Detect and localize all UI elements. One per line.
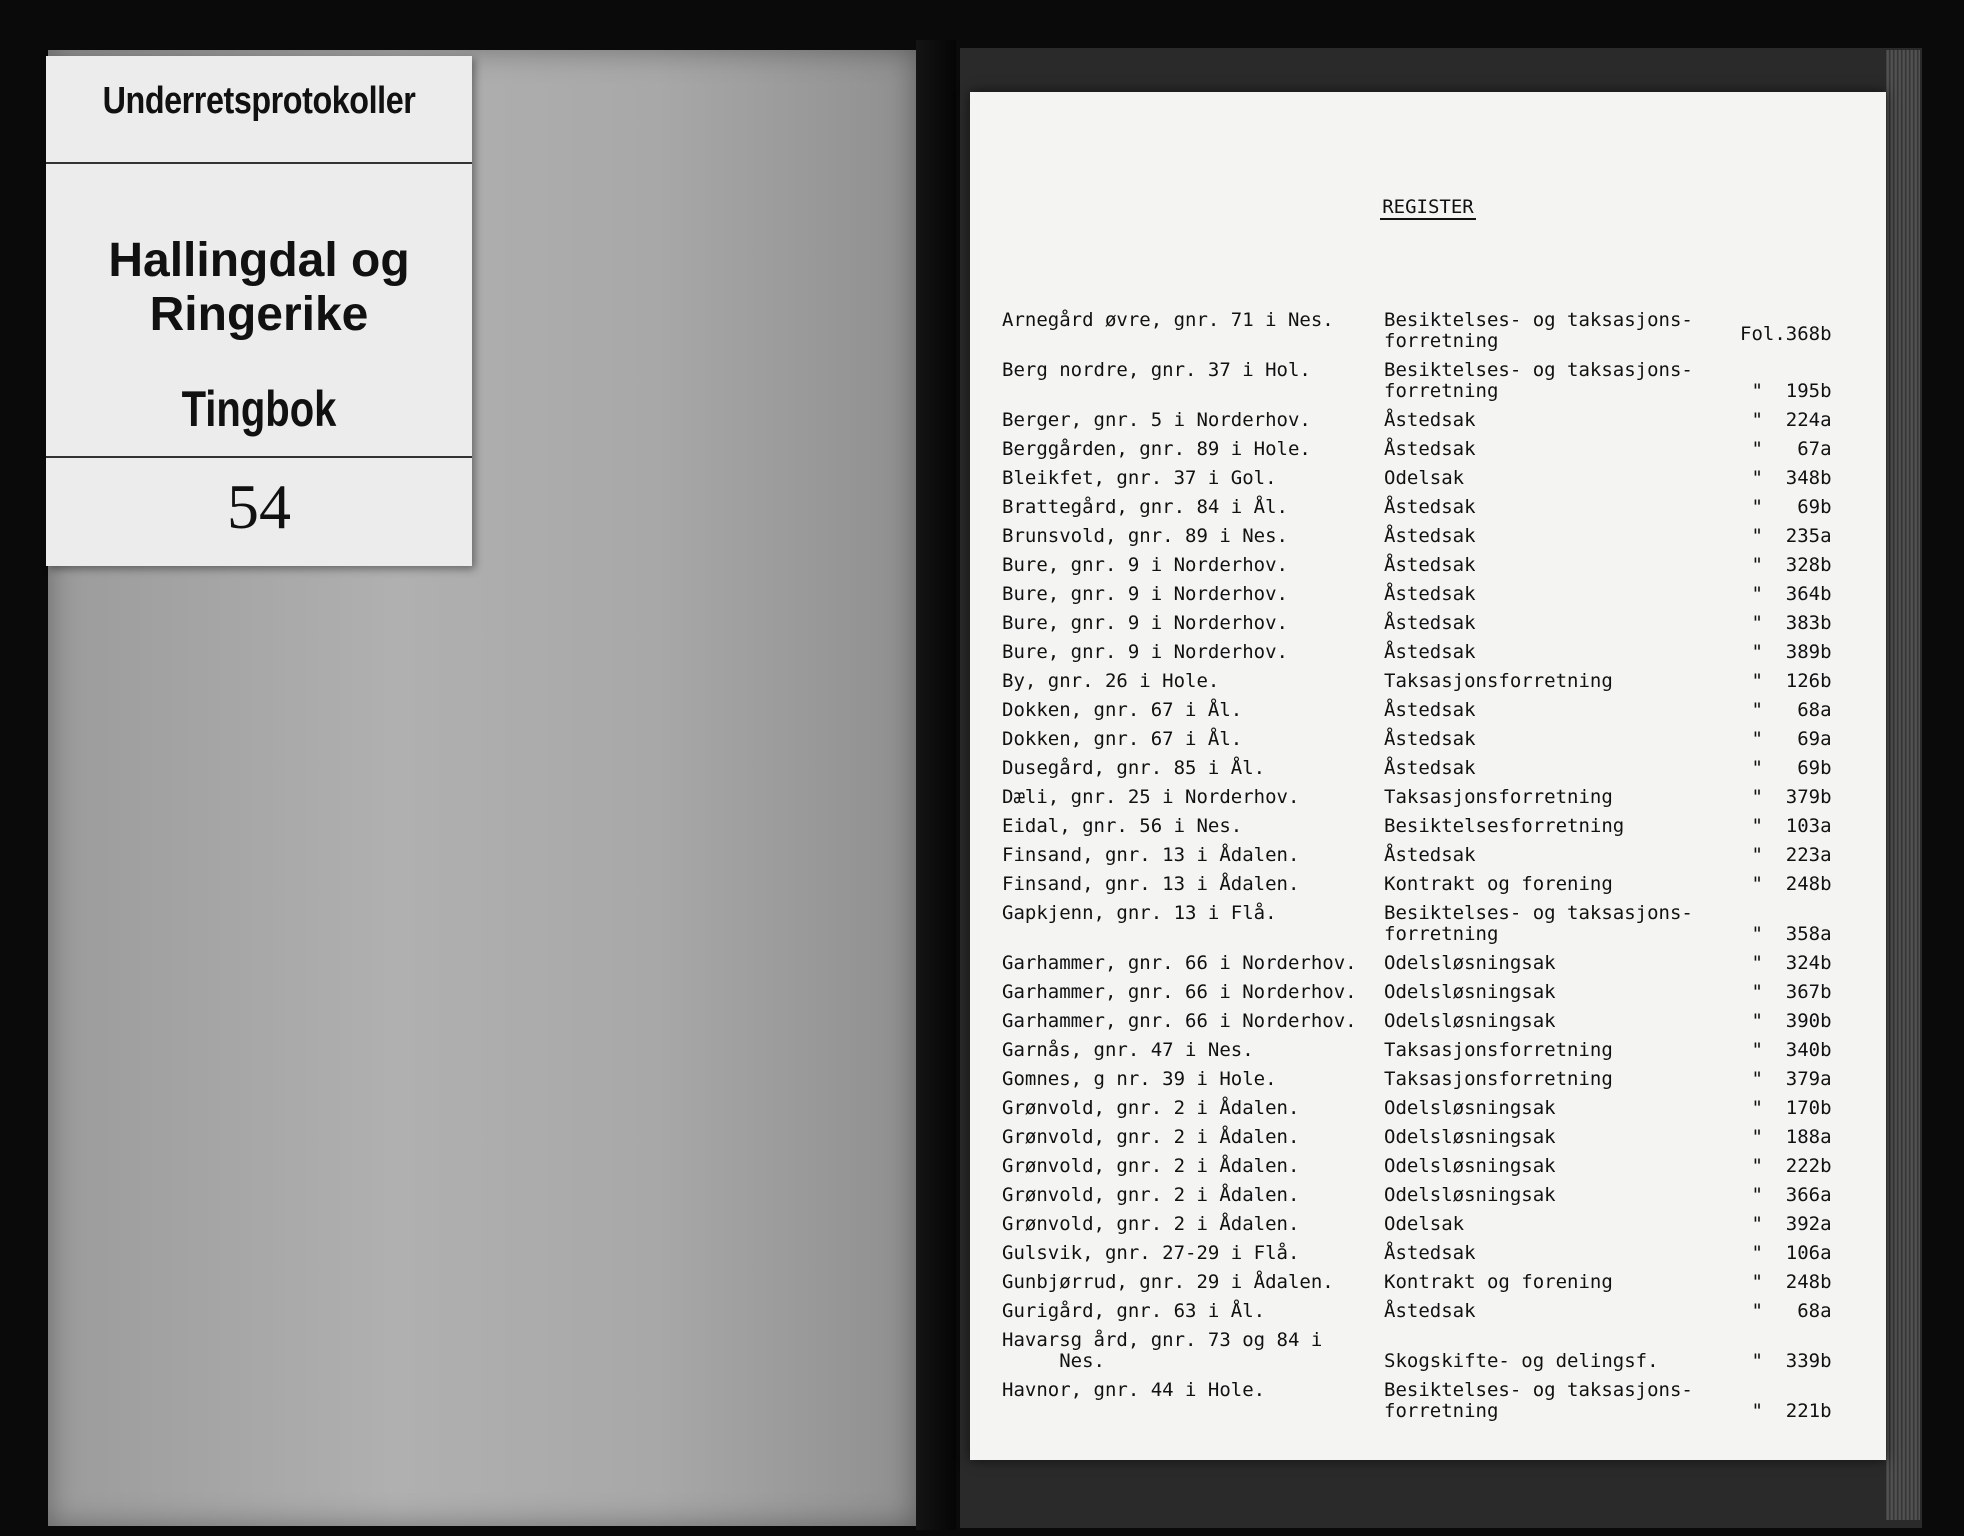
entry-case-type: Odelsløsningsak — [1384, 1010, 1556, 1032]
entry-folio: " 188a — [1740, 1126, 1832, 1148]
entry-folio: " 126b — [1740, 670, 1832, 692]
entry-case-type: Åstedsak — [1384, 844, 1476, 866]
entry-place: Gulsvik, gnr. 27-29 i Flå. — [1002, 1242, 1300, 1264]
entry-folio: " 389b — [1740, 641, 1832, 663]
entry-case-type: Kontrakt og forening — [1384, 873, 1613, 895]
entry-case-type: Odelsak — [1384, 467, 1465, 489]
entry-case-type: Odelsløsningsak — [1384, 952, 1556, 974]
entry-place: Finsand, gnr. 13 i Ådalen. — [1002, 844, 1300, 866]
entry-case-type: Odelsløsningsak — [1384, 1155, 1556, 1177]
entry-folio: Fol.368b — [1740, 323, 1832, 345]
entry-case-type: Åstedsak — [1384, 438, 1476, 460]
entry-case-type: Skogskifte- og delingsf. — [1384, 1350, 1659, 1372]
entry-folio: " 224a — [1740, 409, 1832, 431]
label-divider — [46, 162, 472, 164]
entry-case-type: Besiktelses- og taksasjons- forretning — [1384, 1379, 1693, 1422]
entry-folio: " 364b — [1740, 583, 1832, 605]
entry-place: Bure, gnr. 9 i Norderhov. — [1002, 583, 1288, 605]
label-series: Underretsprotokoller — [102, 80, 416, 122]
entry-case-type: Odelsløsningsak — [1384, 1126, 1556, 1148]
entry-folio: " 68a — [1740, 699, 1832, 721]
entry-case-type: Åstedsak — [1384, 583, 1476, 605]
entry-place: Berg nordre, gnr. 37 i Hol. — [1002, 359, 1311, 381]
entry-place: Dusegård, gnr. 85 i Ål. — [1002, 757, 1266, 779]
entry-place: Garhammer, gnr. 66 i Norderhov. — [1002, 952, 1357, 974]
entry-folio: " 223a — [1740, 844, 1832, 866]
entry-folio: " 235a — [1740, 525, 1832, 547]
entry-folio: " 383b — [1740, 612, 1832, 634]
label-type: Tingbok — [181, 381, 337, 437]
entry-case-type: Besiktelses- og taksasjons- forretning — [1384, 359, 1693, 402]
entry-folio: " 106a — [1740, 1242, 1832, 1264]
page-edges — [1886, 50, 1920, 1520]
label-volume: 54 — [227, 471, 291, 542]
entry-place: Bure, gnr. 9 i Norderhov. — [1002, 641, 1288, 663]
entry-folio: " 248b — [1740, 873, 1832, 895]
entry-folio: " 348b — [1740, 467, 1832, 489]
entry-folio: " 68a — [1740, 1300, 1832, 1322]
entry-case-type: Åstedsak — [1384, 409, 1476, 431]
entry-folio: " 379a — [1740, 1068, 1832, 1090]
entry-folio: " 379b — [1740, 786, 1832, 808]
entry-case-type: Odelsløsningsak — [1384, 1097, 1556, 1119]
entry-place: Havarsg ård, gnr. 73 og 84 i Nes. — [1002, 1329, 1323, 1372]
entry-place: Brattegård, gnr. 84 i Ål. — [1002, 496, 1288, 518]
cover-label — [46, 56, 472, 566]
entry-case-type: Åstedsak — [1384, 525, 1476, 547]
entry-folio: " 248b — [1740, 1271, 1832, 1293]
entry-case-type: Kontrakt og forening — [1384, 1271, 1613, 1293]
entry-case-type: Åstedsak — [1384, 612, 1476, 634]
entry-folio: " 366a — [1740, 1184, 1832, 1206]
entry-case-type: Taksasjonsforretning — [1384, 786, 1613, 808]
entry-place: Gapkjenn, gnr. 13 i Flå. — [1002, 902, 1277, 924]
register-title: REGISTER — [1382, 196, 1474, 218]
entry-place: Bure, gnr. 9 i Norderhov. — [1002, 612, 1288, 634]
entry-place: Grønvold, gnr. 2 i Ådalen. — [1002, 1155, 1300, 1177]
entry-case-type: Åstedsak — [1384, 757, 1476, 779]
entry-place: Gurigård, gnr. 63 i Ål. — [1002, 1300, 1266, 1322]
entry-place: Dokken, gnr. 67 i Ål. — [1002, 699, 1243, 721]
entry-case-type: Åstedsak — [1384, 496, 1476, 518]
entry-folio: " 358a — [1740, 923, 1832, 945]
entry-folio: " 69a — [1740, 728, 1832, 750]
entry-case-type: Åstedsak — [1384, 728, 1476, 750]
entry-place: Bleikfet, gnr. 37 i Gol. — [1002, 467, 1277, 489]
entry-place: Berggården, gnr. 89 i Hole. — [1002, 438, 1311, 460]
entry-case-type: Åstedsak — [1384, 1300, 1476, 1322]
entry-case-type: Åstedsak — [1384, 699, 1476, 721]
entry-folio: " 328b — [1740, 554, 1832, 576]
entry-case-type: Odelsak — [1384, 1213, 1465, 1235]
entry-case-type: Odelsløsningsak — [1384, 981, 1556, 1003]
entry-case-type: Taksasjonsforretning — [1384, 1068, 1613, 1090]
entry-place: Garnås, gnr. 47 i Nes. — [1002, 1039, 1254, 1061]
entry-folio: " 390b — [1740, 1010, 1832, 1032]
label-divider — [46, 456, 472, 458]
entry-place: Eidal, gnr. 56 i Nes. — [1002, 815, 1243, 837]
entry-place: Grønvold, gnr. 2 i Ådalen. — [1002, 1184, 1300, 1206]
entry-place: Berger, gnr. 5 i Norderhov. — [1002, 409, 1311, 431]
entry-case-type: Åstedsak — [1384, 641, 1476, 663]
book-spine — [916, 40, 956, 1530]
label-region-line1: Hallingdal og — [108, 234, 410, 287]
entry-place: By, gnr. 26 i Hole. — [1002, 670, 1220, 692]
entry-case-type: Taksasjonsforretning — [1384, 1039, 1613, 1061]
entry-case-type: Åstedsak — [1384, 554, 1476, 576]
register-page — [970, 92, 1886, 1460]
entry-place: Garhammer, gnr. 66 i Norderhov. — [1002, 1010, 1357, 1032]
entry-place: Havnor, gnr. 44 i Hole. — [1002, 1379, 1266, 1401]
entry-case-type: Besiktelses- og taksasjons- forretning — [1384, 309, 1693, 352]
entry-place: Finsand, gnr. 13 i Ådalen. — [1002, 873, 1300, 895]
entry-folio: " 222b — [1740, 1155, 1832, 1177]
entry-folio: " 195b — [1740, 380, 1832, 402]
entry-case-type: Åstedsak — [1384, 1242, 1476, 1264]
label-region — [46, 234, 472, 342]
entry-folio: " 69b — [1740, 496, 1832, 518]
entry-folio: " 367b — [1740, 981, 1832, 1003]
entry-folio: " 170b — [1740, 1097, 1832, 1119]
entry-place: Grønvold, gnr. 2 i Ådalen. — [1002, 1097, 1300, 1119]
entry-place: Dokken, gnr. 67 i Ål. — [1002, 728, 1243, 750]
entry-place: Grønvold, gnr. 2 i Ådalen. — [1002, 1213, 1300, 1235]
entry-place: Gomnes, g nr. 39 i Hole. — [1002, 1068, 1277, 1090]
entry-place: Garhammer, gnr. 66 i Norderhov. — [1002, 981, 1357, 1003]
entry-folio: " 339b — [1740, 1350, 1832, 1372]
entry-folio: " 67a — [1740, 438, 1832, 460]
entry-place: Bure, gnr. 9 i Norderhov. — [1002, 554, 1288, 576]
entry-case-type: Besiktelsesforretning — [1384, 815, 1625, 837]
entry-folio: " 103a — [1740, 815, 1832, 837]
entry-folio: " 221b — [1740, 1400, 1832, 1422]
entry-case-type: Besiktelses- og taksasjons- forretning — [1384, 902, 1693, 945]
entry-case-type: Taksasjonsforretning — [1384, 670, 1613, 692]
entry-case-type: Odelsløsningsak — [1384, 1184, 1556, 1206]
entry-folio: " 392a — [1740, 1213, 1832, 1235]
entry-place: Dæli, gnr. 25 i Norderhov. — [1002, 786, 1300, 808]
label-region-line2: Ringerike — [149, 288, 369, 341]
entry-place: Brunsvold, gnr. 89 i Nes. — [1002, 525, 1288, 547]
entry-place: Grønvold, gnr. 2 i Ådalen. — [1002, 1126, 1300, 1148]
entry-folio: " 340b — [1740, 1039, 1832, 1061]
entry-folio: " 69b — [1740, 757, 1832, 779]
entry-place: Gunbjørrud, gnr. 29 i Ådalen. — [1002, 1271, 1334, 1293]
entry-folio: " 324b — [1740, 952, 1832, 974]
entry-place: Arnegård øvre, gnr. 71 i Nes. — [1002, 309, 1334, 331]
